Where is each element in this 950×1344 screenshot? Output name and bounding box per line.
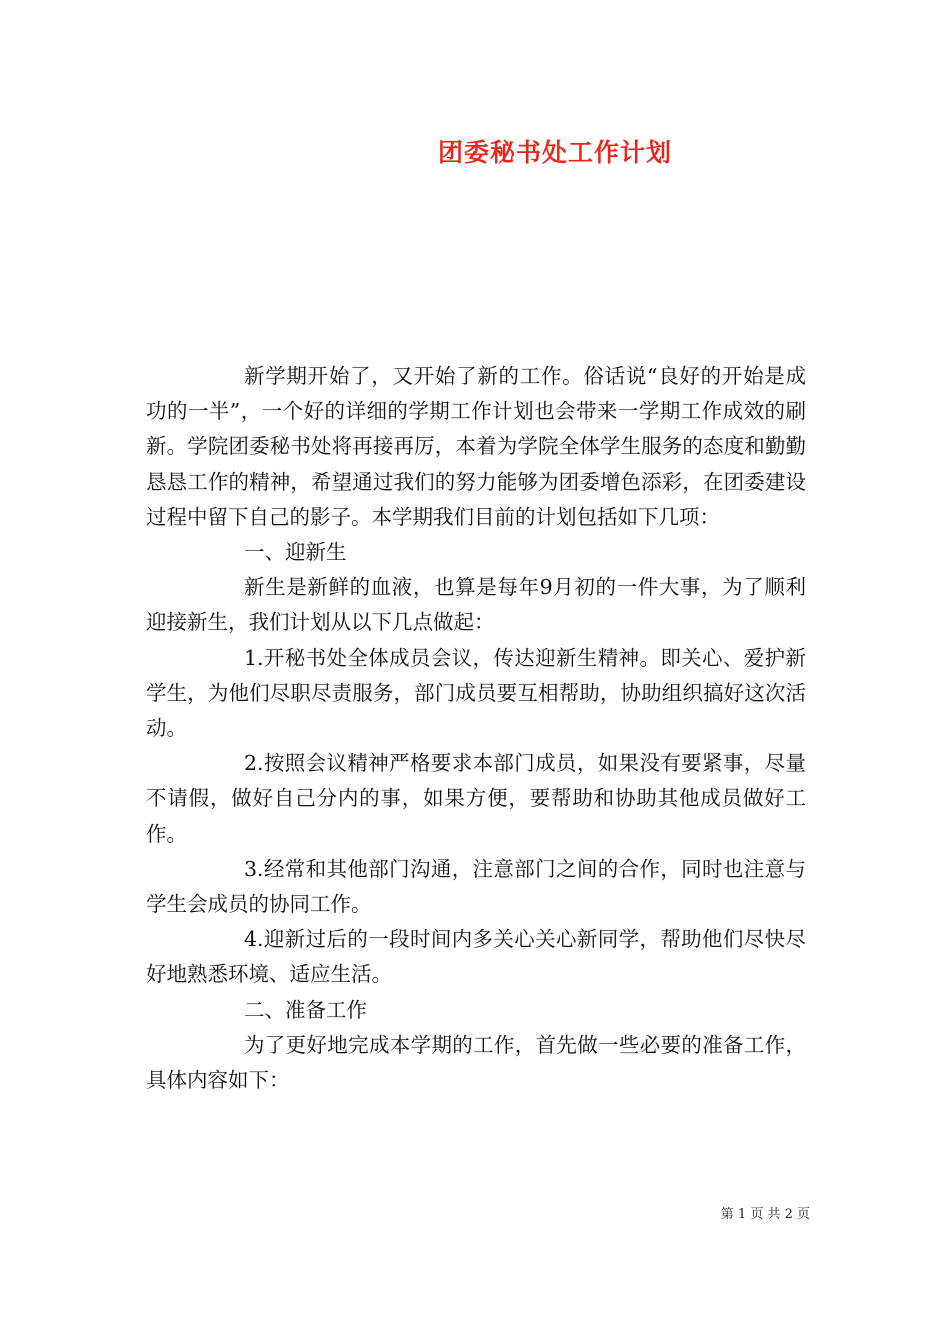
paragraph-section-2: 为了更好地完成本学期的工作，首先做一些必要的准备工作，具体内容如下： xyxy=(146,1032,806,1093)
document-title: 团委秘书处工作计划 xyxy=(437,138,672,167)
section-heading-1: 一、迎新生 xyxy=(244,540,347,565)
paragraph-section-1: 新生是新鲜的血液，也算是每年9月初的一件大事，为了顺利迎接新生，我们计划从以下几点做起： xyxy=(146,575,806,635)
list-item-4: 4.迎新过后的一段时间内多关心关心新同学，帮助他们尽快尽好地熟悉环境、适应生活。 xyxy=(146,927,806,987)
list-item-3: 3.经常和其他部门沟通，注意部门之间的合作，同时也注意与学生会成员的协同工作。 xyxy=(146,856,806,917)
paragraph-intro: 新学期开始了，又开始了新的工作。俗话说“良好的开始是成功的一半”，一个好的详细的学期工作计划也会带来一学期工作成效的刷新。学院团委秘书处将再接再厉，本着为学院全体学生服务的态度和勤勤恳恳工作的精神，希望通过我们的努力能够为团委增色添彩，在团委建设过程中留下自己的影子。本学期我们目前的计划包括如下几项： xyxy=(146,364,806,529)
list-item-1: 1.开秘书处全体成员会议，传达迎新生精神。即关心、爱护新学生，为他们尽职尽责服务，部门成员要互相帮助，协助组织搞好这次活动。 xyxy=(146,645,806,741)
page-number-footer: 第 1 页 共 2 页 xyxy=(720,1207,810,1222)
list-item-2: 2.按照会议精神严格要求本部门成员，如果没有要紧事，尽量不请假，做好自己分内的事，如果方便，要帮助和协助其他成员做好工作。 xyxy=(146,751,806,846)
section-heading-2: 二、准备工作 xyxy=(244,997,367,1022)
document-body xyxy=(146,359,806,1098)
